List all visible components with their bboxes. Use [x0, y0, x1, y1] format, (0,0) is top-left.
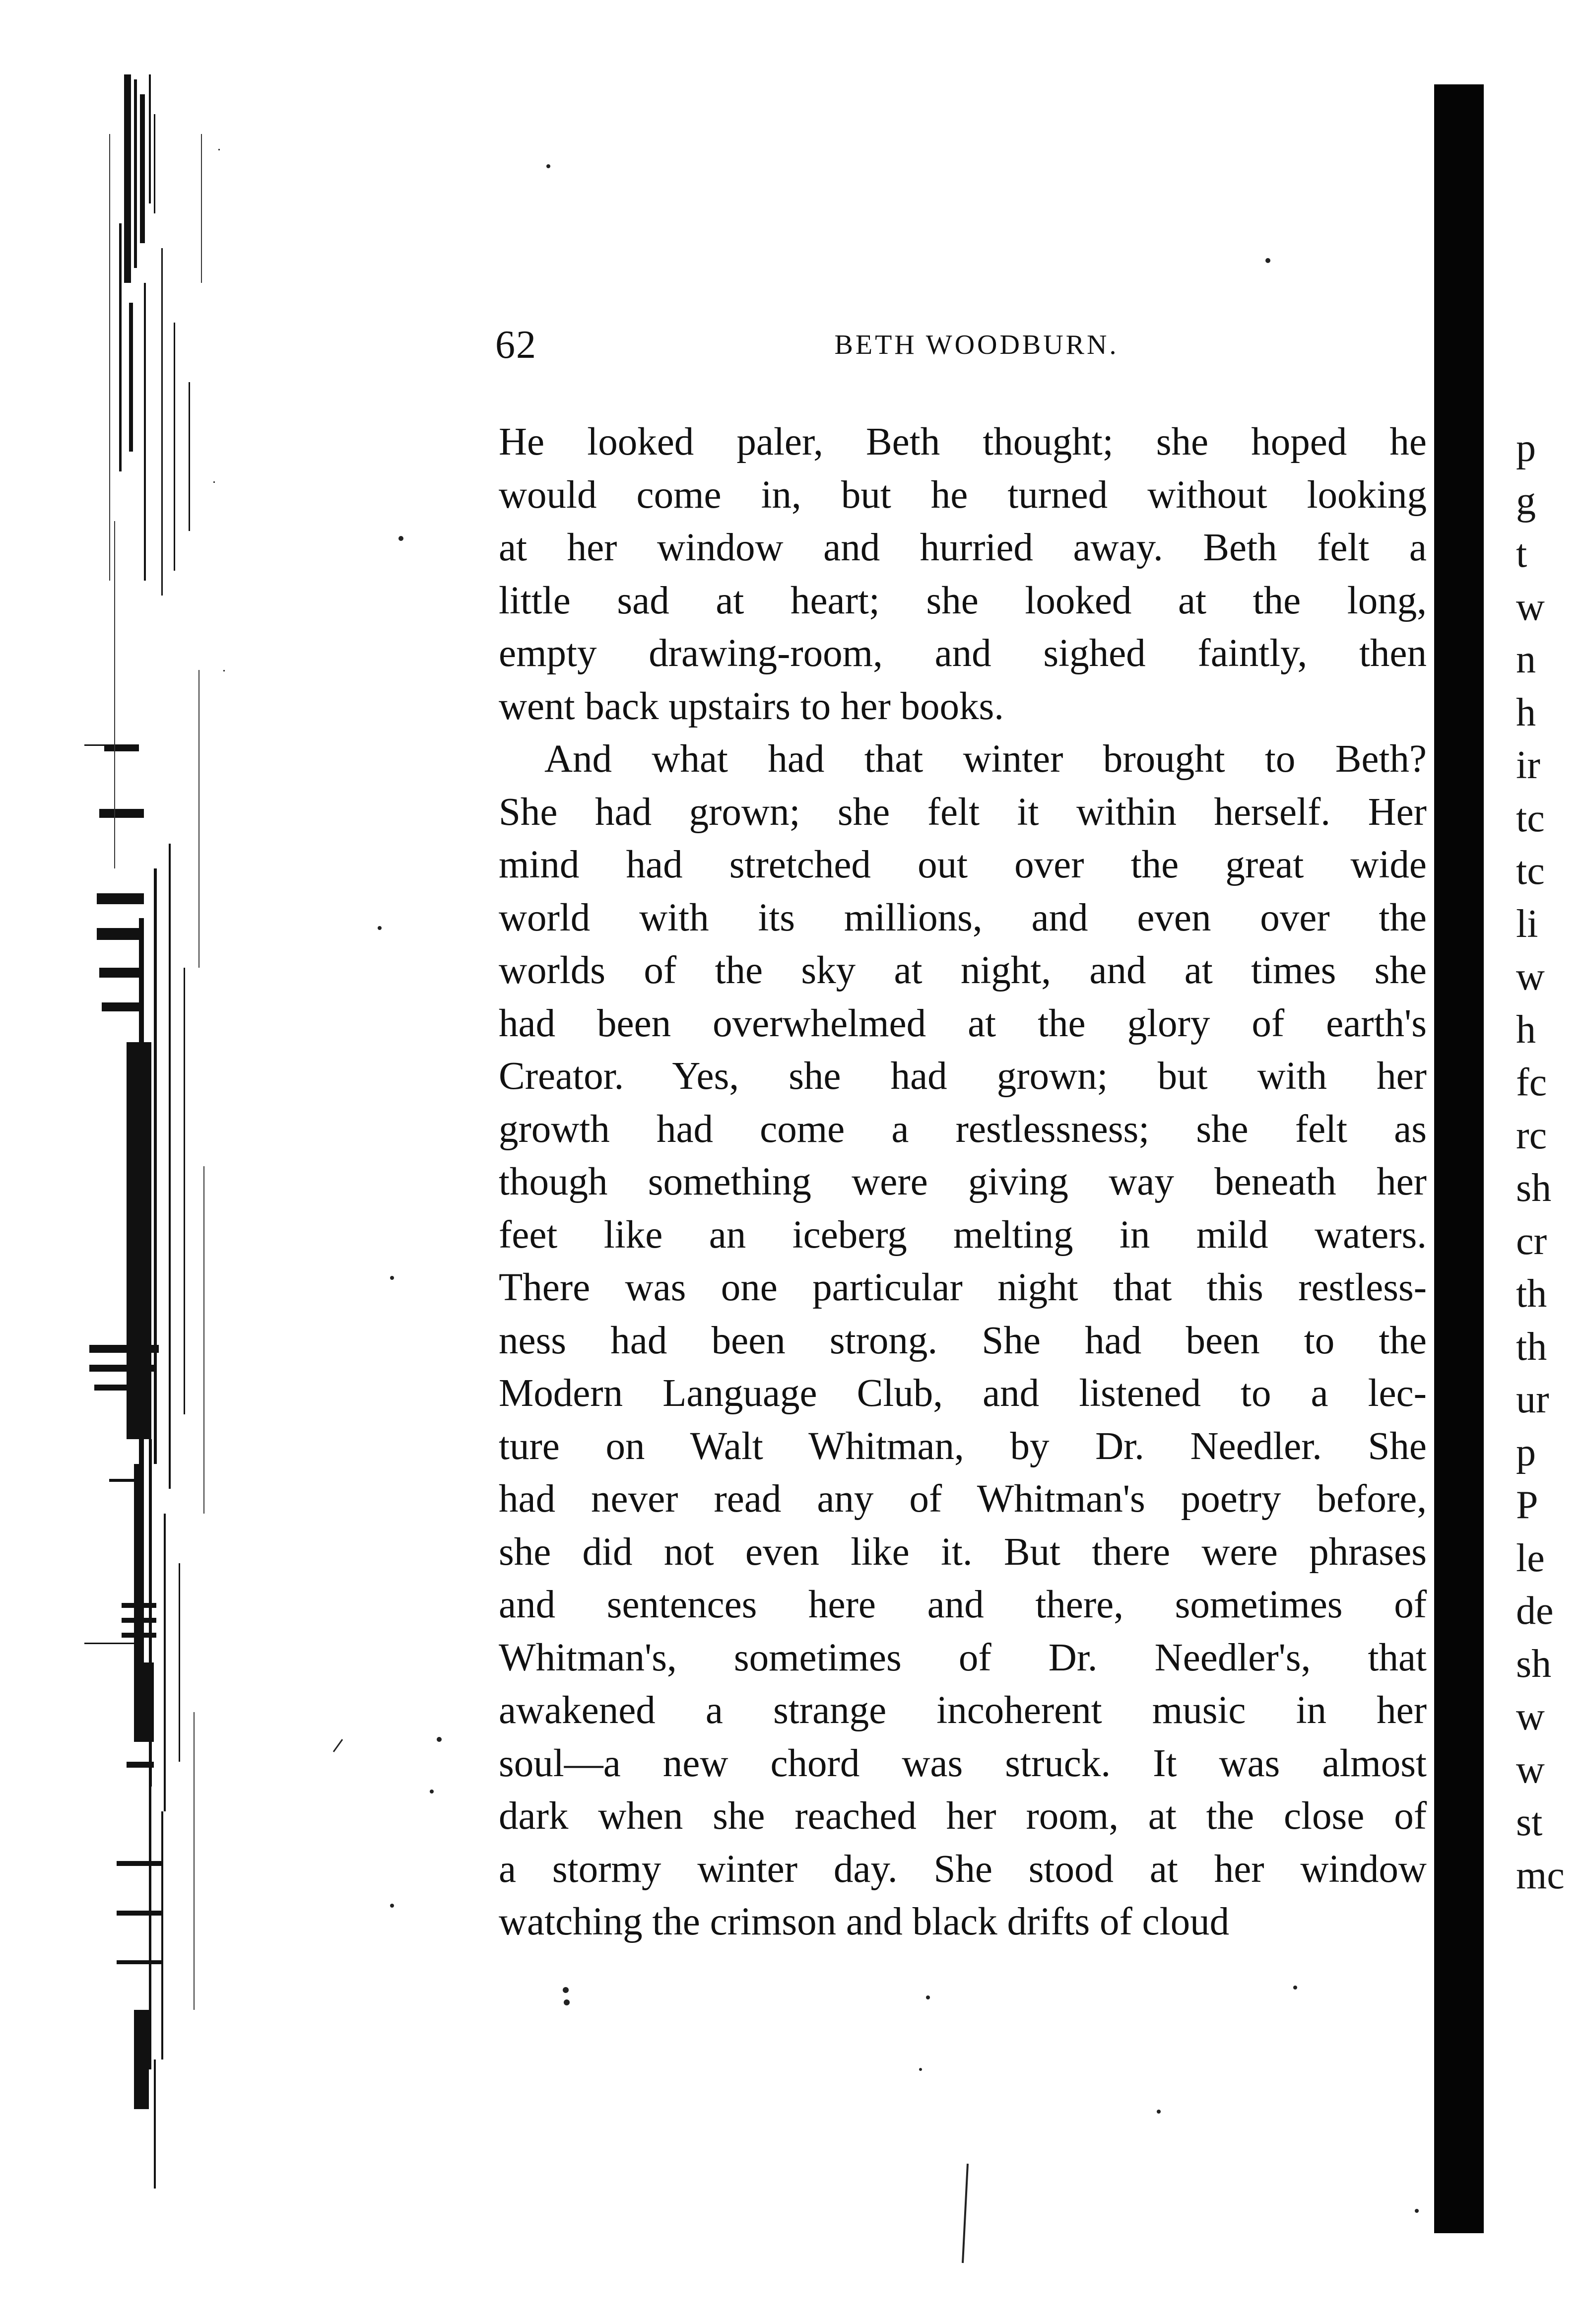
facing-page-fragment: p [1516, 426, 1536, 470]
facing-page-fragment: li [1516, 902, 1538, 946]
facing-page-fragment: h [1516, 690, 1536, 734]
facing-page-fragment: de [1516, 1589, 1554, 1633]
text-line: Modern Language Club, and listened to a lec- [499, 1372, 1427, 1415]
text-line: empty drawing-room, and sighed faintly, then [499, 632, 1427, 675]
text-line: she did not even like it. But there were phrases [499, 1530, 1427, 1574]
facing-page-fragment: P [1516, 1483, 1538, 1527]
binding-noise-graphic [74, 74, 238, 2208]
scan-stroke [333, 1739, 342, 1752]
text-line: awakened a strange incoherent music in her [499, 1689, 1427, 1732]
facing-page-fragment: mc [1516, 1853, 1565, 1897]
facing-page-fragment: th [1516, 1325, 1547, 1369]
text-line: had never read any of Whitman's poetry before, [499, 1477, 1427, 1521]
text-line: went back upstairs to her books. [499, 684, 1004, 728]
text-line: a stormy winter day. She stood at her window [499, 1847, 1427, 1891]
facing-page-fragment: fc [1516, 1061, 1547, 1104]
facing-page-fragment: w [1516, 955, 1545, 998]
text-line: feet like an iceberg melting in mild waters. [499, 1213, 1427, 1257]
text-line: He looked paler, Beth thought; she hoped he [499, 420, 1427, 464]
text-line: She had grown; she felt it within herself. Her [499, 790, 1427, 834]
facing-page-fragment: sh [1516, 1642, 1552, 1686]
facing-page-fragment: le [1516, 1536, 1545, 1580]
scan-stroke [963, 2164, 968, 2263]
text-line: Creator. Yes, she had grown; but with her [499, 1055, 1427, 1098]
facing-page-fragment: w [1516, 585, 1545, 629]
running-title: BETH WOODBURN. [834, 330, 1119, 360]
text-line: growth had come a restlessness; she felt as [499, 1107, 1427, 1151]
text-line: worlds of the sky at night, and at times she [499, 949, 1427, 992]
facing-page-fragment: ur [1516, 1378, 1549, 1421]
text-line: would come in, but he turned without looking [499, 473, 1427, 517]
text-line: ness had been strong. She had been to the [499, 1319, 1427, 1362]
facing-page-fragment: tc [1516, 796, 1545, 840]
text-line: soul—a new chord was struck. It was almost [499, 1741, 1427, 1785]
facing-page-fragment: rc [1516, 1113, 1547, 1157]
facing-page-fragment: n [1516, 638, 1536, 681]
facing-page-fragment: th [1516, 1272, 1547, 1316]
facing-page-fragment: ir [1516, 743, 1540, 787]
binding-gutter-left [74, 74, 238, 2208]
facing-page-fragment: cr [1516, 1219, 1547, 1263]
facing-page-fragments [1516, 422, 1584, 2059]
facing-page-fragment: w [1516, 1747, 1545, 1792]
text-line: at her window and hurried away. Beth felt a [499, 526, 1427, 569]
text-line: world with its millions, and even over the [499, 896, 1427, 939]
body-text [499, 416, 1427, 1949]
facing-page-fragment: g [1516, 479, 1536, 523]
facing-page-fragment: w [1516, 1695, 1545, 1738]
text-line: And what had that winter brought to Beth? [544, 737, 1427, 781]
facing-page-fragment: t [1516, 532, 1527, 576]
text-line: ture on Walt Whitman, by Dr. Needler. She [499, 1424, 1427, 1468]
facing-page-fragment: h [1516, 1007, 1536, 1052]
page-number: 62 [495, 323, 537, 367]
text-line: mind had stretched out over the great wide [499, 843, 1427, 886]
text-line: and sentences here and there, sometimes of [499, 1583, 1427, 1626]
facing-page-fragment: p [1516, 1430, 1536, 1474]
binding-spine-right [1434, 84, 1484, 2233]
text-line: There was one particular night that this restless- [499, 1266, 1427, 1309]
facing-page-fragment: tc [1516, 849, 1545, 893]
facing-page-fragment: st [1516, 1800, 1543, 1844]
text-line: had been overwhelmed at the glory of earth's [499, 1001, 1427, 1045]
text-line: dark when she reached her room, at the close of [499, 1794, 1427, 1838]
text-line: watching the crimson and black drifts of cloud [499, 1900, 1230, 1943]
facing-page-fragment: sh [1516, 1166, 1552, 1210]
text-line: little sad at heart; she looked at the long, [499, 579, 1427, 622]
text-line: though something were giving way beneath her [499, 1160, 1427, 1203]
text-line: Whitman's, sometimes of Dr. Needler's, that [499, 1636, 1427, 1679]
page-header [495, 318, 1428, 372]
